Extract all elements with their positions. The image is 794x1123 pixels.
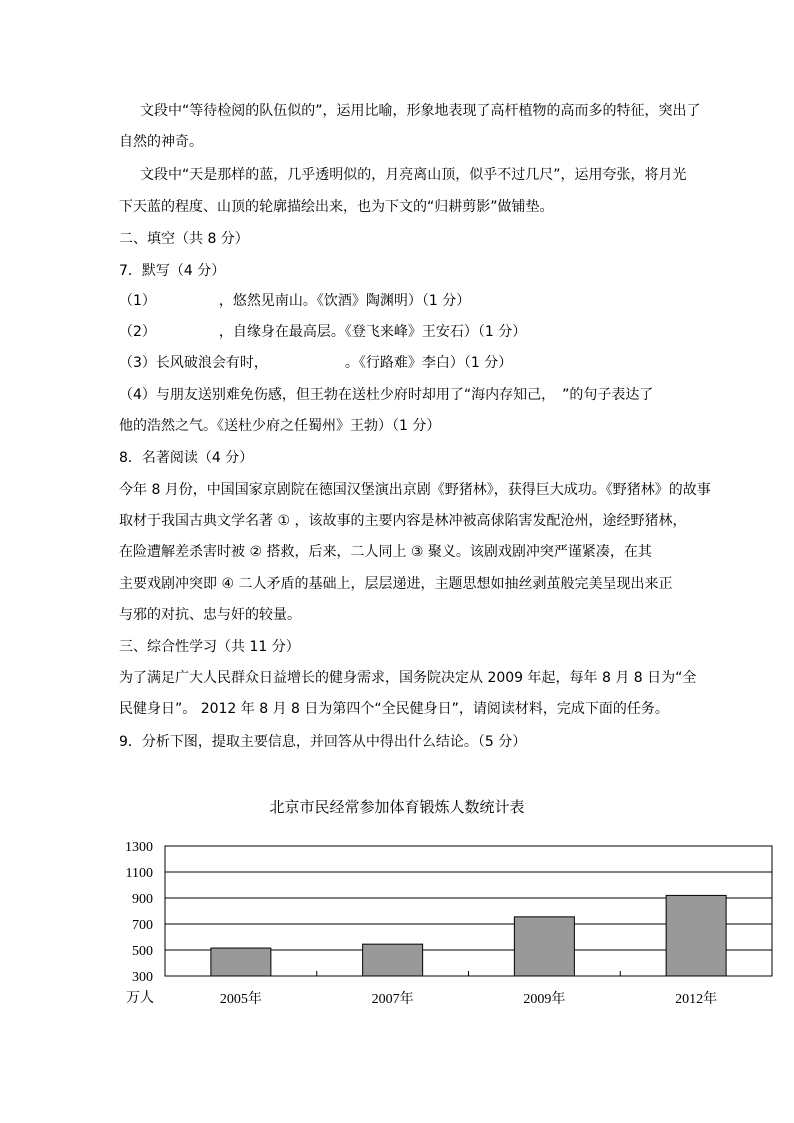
question-7-item-2: （2） ，自缘身在最高层。《登飞来峰》王安石）（1 分） <box>119 324 527 340</box>
bar-2012年 <box>666 895 726 976</box>
y-tick-label: 1100 <box>125 866 153 881</box>
bar-2005年 <box>211 948 271 976</box>
paragraph-1-line-2: 自然的神奇。 <box>119 134 203 150</box>
y-tick-label: 300 <box>132 970 153 985</box>
section-3-line-1: 为了满足广大人民群众日益增长的健身需求，国务院决定从 2009 年起，每年 8 月 8 日为“全 <box>119 670 697 686</box>
x-tick-label: 2009年 <box>523 992 566 1007</box>
question-7-heading: 7．默写（4 分） <box>119 263 226 279</box>
x-tick-label: 2005年 <box>219 992 262 1007</box>
section-3-heading: 三、综合性学习（共 11 分） <box>119 639 300 655</box>
question-8-line-5: 与邪的对抗、忠与奸的较量。 <box>119 607 301 623</box>
paragraph-2-line-2: 下天蓝的程度、山顶的轮廓描绘出来，也为下文的“归耕剪影”做铺垫。 <box>119 199 554 215</box>
y-tick-label: 1300 <box>125 840 153 855</box>
bar-2009年 <box>514 917 574 976</box>
question-8-line-2: 取材于我国古典文学名著 ① ，该故事的主要内容是林冲被高俅陷害发配沧州，途经野猪林， <box>119 513 687 529</box>
question-8-line-3: 在险遭解差杀害时被 ② 搭救，后来，二人同上 ③ 聚义。该剧戏剧冲突严谨紧凑，在其 <box>119 544 652 560</box>
bar-2007年 <box>363 944 423 976</box>
paragraph-2-line-1: 文段中“天是那样的蓝，几乎透明似的，月亮离山顶，似乎不过几尺”，运用夸张，将月光 <box>140 167 687 183</box>
x-tick-label: 2012年 <box>675 992 718 1007</box>
x-tick-label: 2007年 <box>371 992 414 1007</box>
y-tick-label: 700 <box>132 918 153 933</box>
question-8-line-1: 今年 8 月份，中国国家京剧院在德国汉堡演出京剧《野猪林》，获得巨大成功。《野猪林》的故事 <box>119 482 711 498</box>
question-7-item-3: （3）长风破浪会有时， 。《行路难》李白）（1 分） <box>119 355 513 371</box>
question-8-heading: 8．名著阅读（4 分） <box>119 450 254 466</box>
question-7-item-4-line-1: （4）与朋友送别难免伤感，但王勃在送杜少府时却用了“海内存知己， ”的句子表达了 <box>119 387 654 403</box>
chart-title: 北京市民经常参加体育锻炼人数统计表 <box>269 798 525 816</box>
y-axis-unit-label: 万人 <box>126 991 154 1006</box>
section-2-heading: 二、填空（共 8 分） <box>119 231 249 247</box>
paragraph-1-line-1: 文段中“等待检阅的队伍似的”，运用比喻，形象地表现了高杆植物的高而多的特征，突出了 <box>140 103 701 119</box>
question-7-item-1: （1） ，悠然见南山。《饮酒》陶渊明）（1 分） <box>119 293 471 309</box>
y-tick-label: 900 <box>132 892 153 907</box>
y-tick-label: 500 <box>132 944 153 959</box>
question-7-item-4-line-2: 他的浩然之气。《送杜少府之任蜀州》王勃）（1 分） <box>119 418 441 434</box>
question-8-line-4: 主要戏剧冲突即 ④ 二人矛盾的基础上，层层递进，主题思想如抽丝剥茧般完美呈现出来正 <box>119 576 673 592</box>
section-3-line-2: 民健身日”。 2012 年 8 月 8 日为第四个“全民健身日”，请阅读材料，完成下面的任务。 <box>119 701 669 717</box>
question-9-heading: 9．分析下图，提取主要信息，并回答从中得出什么结论。（5 分） <box>119 734 527 750</box>
